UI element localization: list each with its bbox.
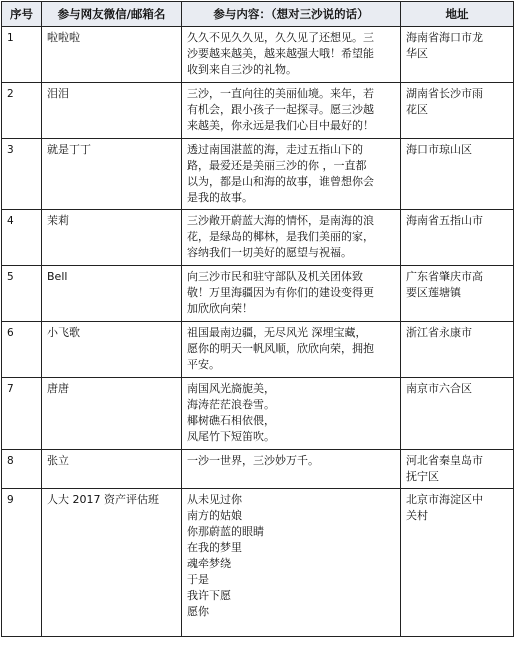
row-participant-name: 茉莉 xyxy=(42,210,182,266)
message-line: 凤尾竹下短笛吹。 xyxy=(187,430,275,443)
message-line: 平安。 xyxy=(187,358,220,371)
row-message xyxy=(182,266,401,322)
row-participant-name: 人大 2017 资产评估班 xyxy=(42,489,182,637)
address-line: 海南省海口市龙 xyxy=(406,31,483,44)
address-line: 南京市六合区 xyxy=(406,382,472,395)
message-line: 加欣欣向荣！ xyxy=(187,302,253,315)
row-address xyxy=(401,489,514,637)
message-line: 我许下愿 xyxy=(187,589,231,602)
table-row xyxy=(2,83,514,139)
header-content: 参与内容：（想对三沙说的话） xyxy=(182,2,401,27)
message-line: 收到来自三沙的礼物。 xyxy=(187,63,297,76)
message-line: 愿你的明天一帆风顺，欣欣向荣，拥抱 xyxy=(187,342,374,355)
row-address xyxy=(401,450,514,489)
message-line: 是我的故事。 xyxy=(187,191,253,204)
message-line: 南国风光旖旎美， xyxy=(187,382,275,395)
message-line: 向三沙市民和驻守部队及机关团体致 xyxy=(187,270,363,283)
message-line: 三沙，一直向往的美丽仙境。来年，若 xyxy=(187,87,374,100)
row-participant-name: 唐唐 xyxy=(42,378,182,450)
message-line: 魂牵梦绕 xyxy=(187,557,231,570)
table-row xyxy=(2,322,514,378)
row-message xyxy=(182,450,401,489)
row-message xyxy=(182,139,401,210)
row-address xyxy=(401,266,514,322)
message-line: 祖国最南边疆，无尽风光 深埋宝藏， xyxy=(187,326,367,339)
address-line: 花区 xyxy=(406,103,428,116)
table-header-row xyxy=(2,2,514,27)
message-line: 从未见过你 xyxy=(187,493,242,506)
row-index: 1 xyxy=(2,27,42,83)
address-line: 湖南省长沙市雨 xyxy=(406,87,483,100)
address-line: 华区 xyxy=(406,47,428,60)
row-index: 3 xyxy=(2,139,42,210)
message-line: 敬！万里海疆因为有你们的建设变得更 xyxy=(187,286,374,299)
row-index: 6 xyxy=(2,322,42,378)
row-participant-name: Bell xyxy=(42,266,182,322)
row-message xyxy=(182,322,401,378)
row-message xyxy=(182,378,401,450)
table-row xyxy=(2,210,514,266)
message-line: 愿你 xyxy=(187,605,209,618)
row-index: 8 xyxy=(2,450,42,489)
table-row xyxy=(2,489,514,637)
row-message xyxy=(182,210,401,266)
table-row xyxy=(2,378,514,450)
row-address xyxy=(401,210,514,266)
address-line: 关村 xyxy=(406,509,428,522)
row-index: 5 xyxy=(2,266,42,322)
address-line: 抚宁区 xyxy=(406,470,439,483)
row-index: 4 xyxy=(2,210,42,266)
row-participant-name: 泪泪 xyxy=(42,83,182,139)
address-line: 海口市琼山区 xyxy=(406,143,472,156)
row-index: 9 xyxy=(2,489,42,637)
row-message xyxy=(182,83,401,139)
row-address xyxy=(401,83,514,139)
message-line: 沙要越来越美，越来越强大哦！希望能 xyxy=(187,47,374,60)
message-line: 在我的梦里 xyxy=(187,541,242,554)
message-line: 路，最爱还是美丽三沙的你 ，一直都 xyxy=(187,159,367,172)
address-line: 要区莲塘镇 xyxy=(406,286,461,299)
address-line: 浙江省永康市 xyxy=(406,326,472,339)
row-address xyxy=(401,27,514,83)
message-line: 久久不见久久见，久久见了还想见。三 xyxy=(187,31,374,44)
table-row xyxy=(2,139,514,210)
header-address: 地址 xyxy=(401,2,514,27)
row-participant-name: 张立 xyxy=(42,450,182,489)
message-line: 以为，都是山和海的故事，谁曾想你会 xyxy=(187,175,374,188)
row-address xyxy=(401,378,514,450)
address-line: 河北省秦皇岛市 xyxy=(406,454,483,467)
address-line: 广东省肇庆市高 xyxy=(406,270,483,283)
message-line: 椰树礁石相依偎， xyxy=(187,414,275,427)
address-line: 北京市海淀区中 xyxy=(406,493,483,506)
message-line: 你那蔚蓝的眼睛 xyxy=(187,525,264,538)
row-address xyxy=(401,322,514,378)
address-line: 海南省五指山市 xyxy=(406,214,483,227)
message-line: 透过南国湛蓝的海，走过五指山下的 xyxy=(187,143,363,156)
message-line: 一沙一世界，三沙妙万千。 xyxy=(187,454,319,467)
table-row xyxy=(2,450,514,489)
message-line: 海涛茫茫浪卷雪。 xyxy=(187,398,275,411)
row-participant-name: 就是丁丁 xyxy=(42,139,182,210)
header-index: 序号 xyxy=(2,2,42,27)
message-line: 来越美，你永远是我们心目中最好的！ xyxy=(187,119,374,132)
row-address xyxy=(401,139,514,210)
row-message xyxy=(182,489,401,637)
table-row xyxy=(2,27,514,83)
table-row xyxy=(2,266,514,322)
message-line: 于是 xyxy=(187,573,209,586)
row-message xyxy=(182,27,401,83)
message-line: 三沙敞开蔚蓝大海的情怀，是南海的浪 xyxy=(187,214,374,227)
message-line: 南方的姑娘 xyxy=(187,509,242,522)
message-line: 容纳我们一切美好的愿望与祝福。 xyxy=(187,246,352,259)
row-index: 7 xyxy=(2,378,42,450)
header-name: 参与网友微信/邮箱名 xyxy=(42,2,182,27)
row-participant-name: 啦啦啦 xyxy=(42,27,182,83)
contributions-table xyxy=(1,1,514,637)
message-line: 花，是绿岛的椰林，是我们美丽的家， xyxy=(187,230,374,243)
row-index: 2 xyxy=(2,83,42,139)
message-line: 有机会，跟小孩子一起探寻。愿三沙越 xyxy=(187,103,374,116)
row-participant-name: 小飞歌 xyxy=(42,322,182,378)
